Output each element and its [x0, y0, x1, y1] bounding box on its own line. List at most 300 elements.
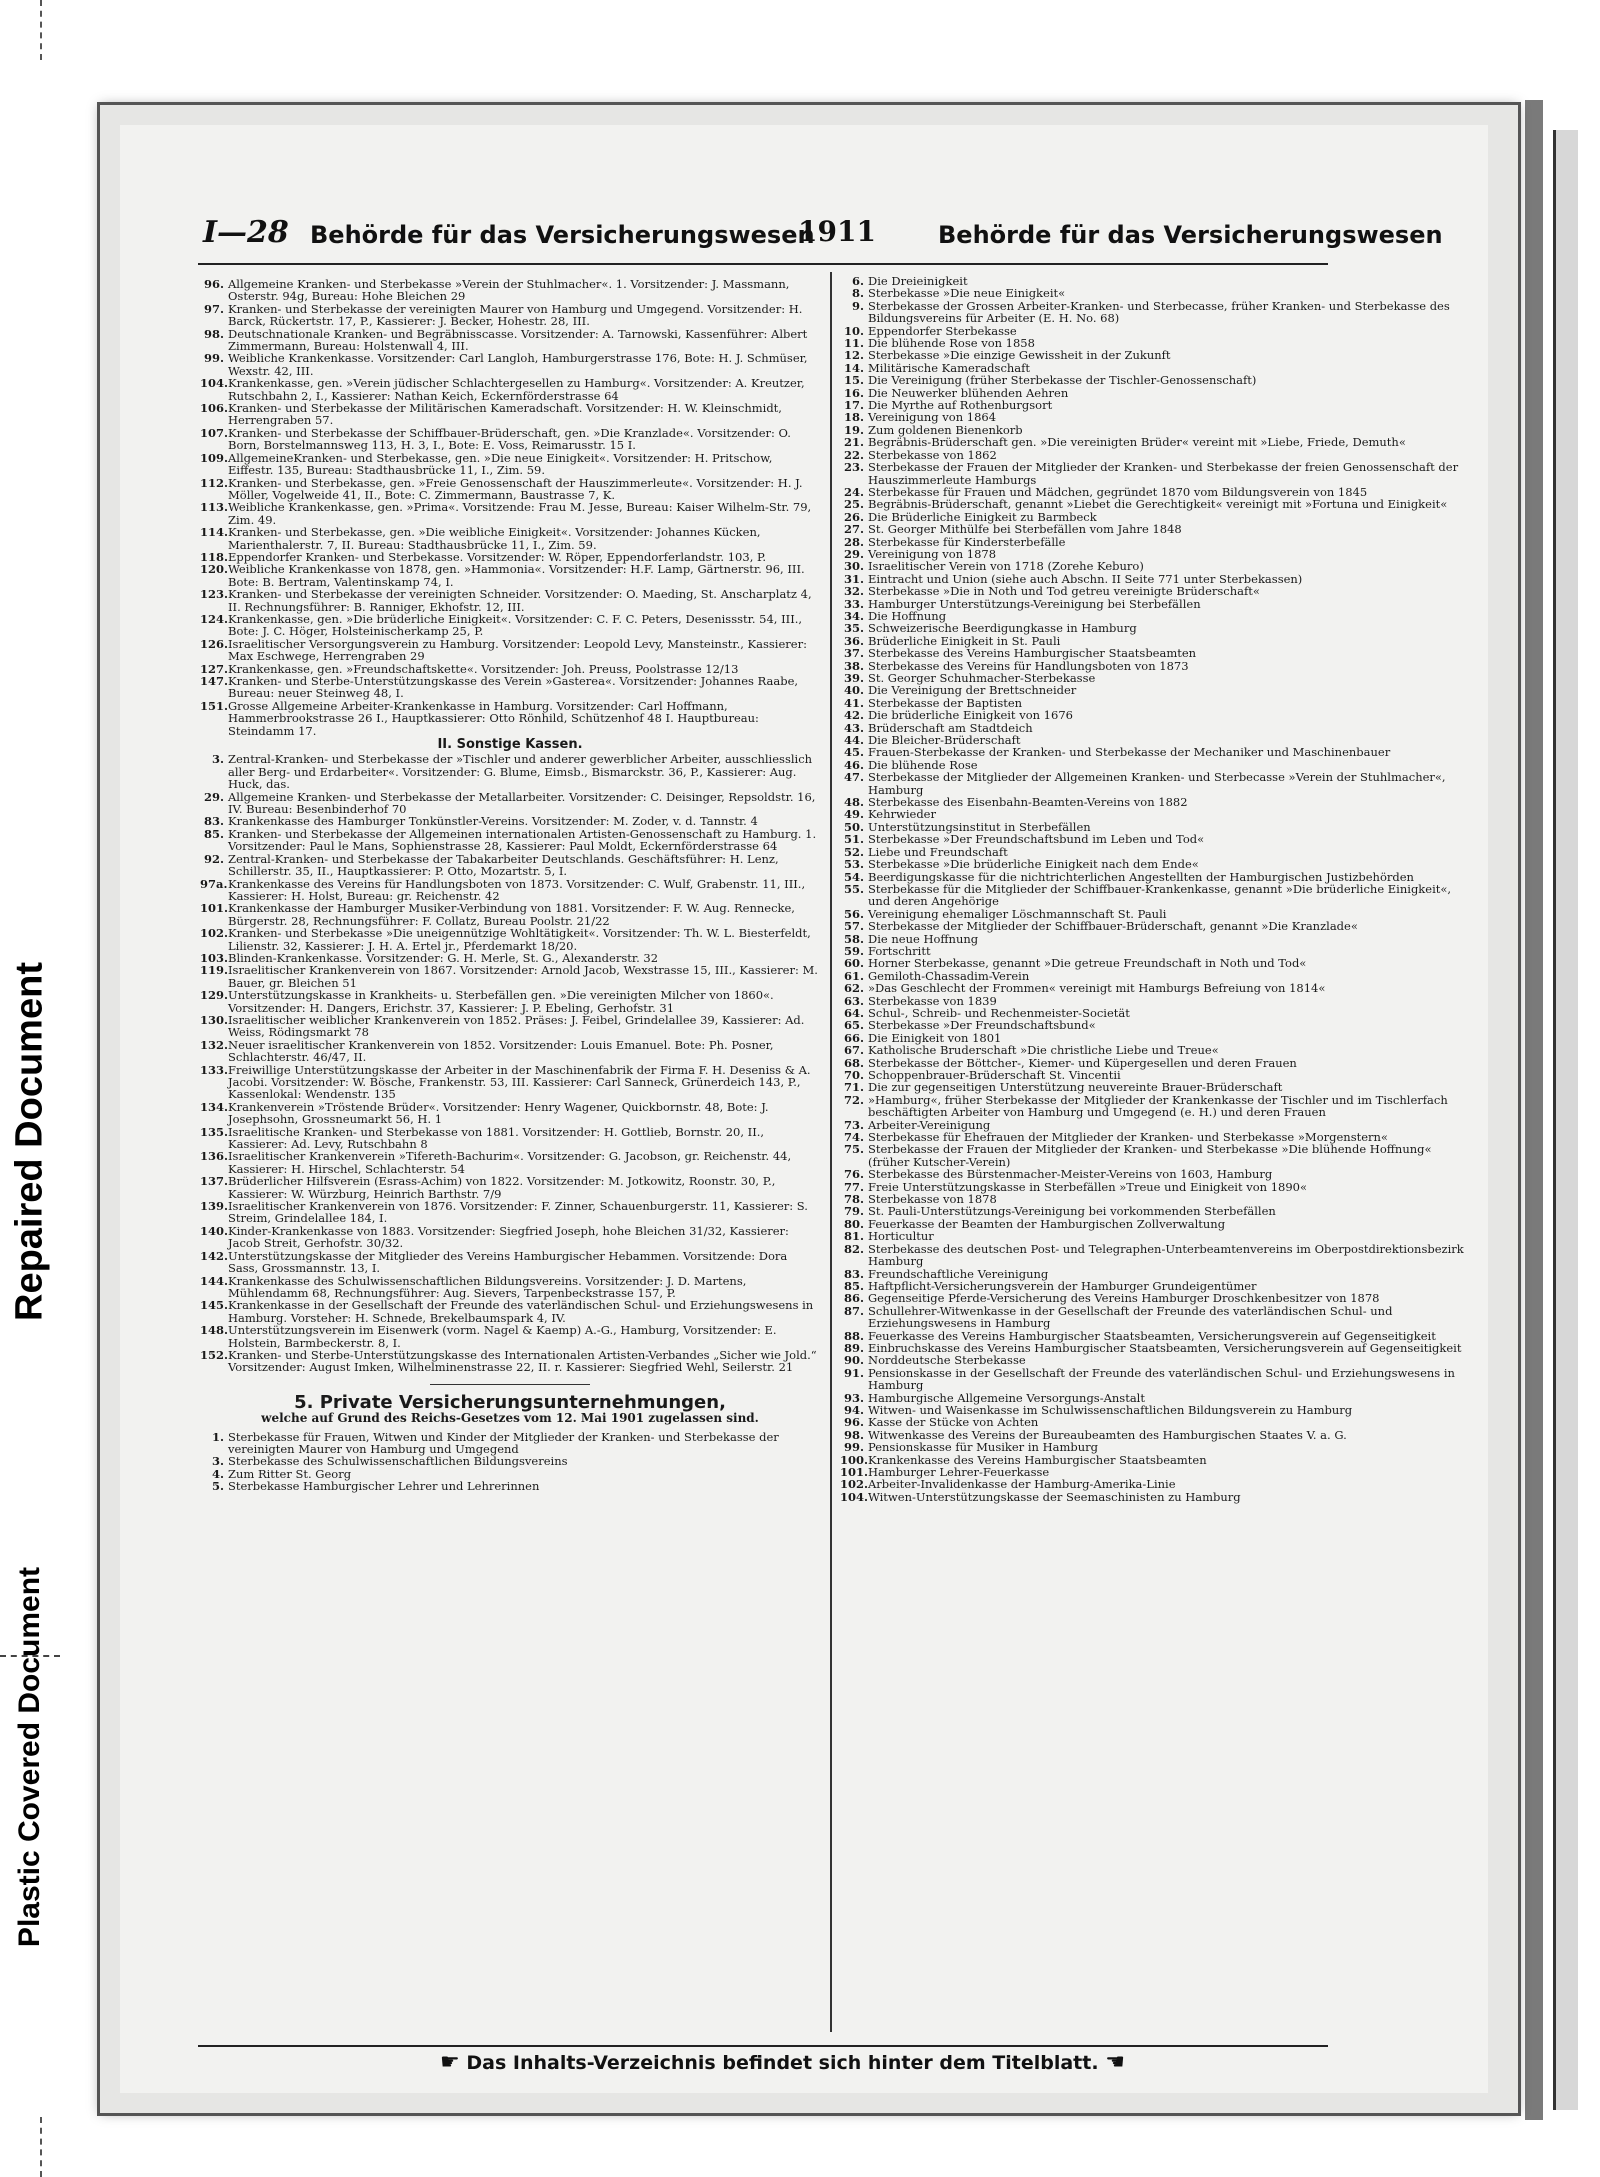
entry-text: Israelitische Kranken- und Sterbekasse von 1881. Vorsitzender: H. Gottlieb, Bornstr. 20, II., Kassierer: Ad. Levy, Rutschbahn 8: [228, 1124, 765, 1152]
entry-number: 107.: [200, 425, 229, 440]
entry-number: 91.: [843, 1365, 864, 1380]
entry-text: Kranken- und Sterbekasse der Militärischen Kameradschaft. Vorsitzender: H. W. Kleinschmidt, Herrengraben 57.: [228, 401, 782, 428]
entry-text: Sterbekasse des Vereins Hamburgischer Staatsbeamten: [868, 646, 1197, 661]
entry-text: Weibliche Krankenkasse, gen. »Prima«. Vorsitzende: Frau M. Jesse, Bureau: Kaiser Wilhelm-Str. 79, Zim. 49.: [228, 500, 812, 527]
list-item: [200, 1175, 820, 1200]
entry-number: 89.: [843, 1340, 864, 1355]
entry-number: 93.: [843, 1390, 864, 1405]
entry-text: Sterbekasse des Bürstenmacher-Meister-Vereins von 1603, Hamburg: [868, 1167, 1273, 1182]
entry-number: 85.: [843, 1278, 864, 1293]
entry-number: 42.: [843, 708, 864, 723]
entry-text: Unterstützungskasse in Krankheits- u. Sterbefällen gen. »Die vereinigten Milcher von 1860«. Vorsitzender: H. Dangers, Erichstr. 37, Kassierer: J. P. Ebeling, Gerhofstr. 31: [228, 988, 774, 1015]
entry-text: Gegenseitige Pferde-Versicherung des Vereins Hamburger Droschkenbesitzer von 1878: [868, 1291, 1380, 1306]
entry-number: 80.: [843, 1216, 864, 1231]
entry-text: Sterbekasse der Grossen Arbeiter-Kranken- und Sterbecasse, früher Kranken- und Sterbekasse des Bildungsvereins für Arbeiter (E. H. No. 68): [868, 298, 1450, 326]
entry-number: 37.: [843, 646, 864, 661]
entry-number: 87.: [843, 1303, 864, 1318]
entry-text: Krankenkasse, gen. »Die brüderliche Einigkeit«. Vorsitzender: C. F. C. Peters, Desenissstr. 54, III., Bote: J. C. Höger, Holsteinischerkamp 25, P.: [228, 611, 803, 639]
entry-text: Horner Sterbekasse, genannt »Die getreue Freundschaft in Noth und Tod«: [868, 956, 1307, 971]
page-number: I—28: [203, 215, 289, 250]
entry-text: Israelitischer Krankenverein »Tifereth-Bachurim«. Vorsitzender: G. Jacobson, gr. Reichenstr. 44, Kassierer: H. Hirschel, Schlachterstr. 54: [228, 1149, 792, 1176]
entry-number: 11.: [843, 336, 864, 351]
list-item: [200, 791, 820, 816]
column-divider: [830, 272, 832, 2032]
entry-text: Sterbekasse von 1862: [868, 447, 997, 462]
next-page-edge: [1553, 130, 1578, 2110]
entry-text: Schul-, Schreib- und Rechenmeister-Societät: [868, 1005, 1130, 1020]
entry-text: Witwen-Unterstützungskasse der Seemaschinisten zu Hamburg: [868, 1489, 1241, 1504]
entry-text: Sterbekasse der Frauen der Mitglieder der Kranken- und Sterbekasse der freien Genossenschaft der Hauszimmerleute Hamburgs: [868, 460, 1459, 487]
header-title-left: Behörde für das Versicherungswesen: [310, 221, 815, 249]
footer-note: [440, 2050, 1240, 2075]
entry-text: Beerdigungskasse für die nichtrichterlichen Angestellten der Hamburgischen Justizbehörden: [868, 869, 1414, 884]
entry-text: Israelitischer Versorgungsverein zu Hamburg. Vorsitzender: Leopold Levy, Mansteinstr., Kassierer: Max Eschwege, Herrengraben 29: [228, 636, 807, 664]
list-item: [200, 303, 820, 328]
list-item: [200, 427, 820, 452]
entry-text: Brüderliche Einigkeit in St. Pauli: [868, 633, 1061, 648]
header-year: 1911: [798, 215, 876, 248]
entry-number: 94.: [843, 1402, 864, 1417]
entry-text: Kehrwieder: [868, 807, 936, 822]
entry-number: 82.: [843, 1241, 864, 1256]
entry-number: 90.: [843, 1353, 864, 1368]
list-item: [200, 1101, 820, 1126]
list-item: [200, 853, 820, 878]
entry-number: 142.: [200, 1248, 229, 1263]
entry-number: 74.: [843, 1130, 864, 1145]
entry-text: St. Georger Schuhmacher-Sterbekasse: [868, 671, 1096, 685]
entry-number: 41.: [843, 695, 864, 710]
list-item: [200, 675, 820, 700]
entry-text: Krankenkasse, gen. »Freundschaftskette«. Vorsitzender: Joh. Preuss, Poolstrasse 12/13: [228, 661, 739, 676]
list-item: [200, 1299, 820, 1324]
entry-number: 63.: [843, 993, 864, 1008]
entry-text: Sterbekasse der Mitglieder der Schiffbauer-Brüderschaft, genannt »Die Kranzlade«: [868, 919, 1358, 934]
entry-number: 152.: [200, 1347, 229, 1362]
list-item: [200, 902, 820, 927]
entry-number: 65.: [843, 1018, 864, 1033]
entry-number: 27.: [843, 522, 864, 537]
entry-text: Die Vereinigung (früher Sterbekasse der Tischler-Genossenschaft): [868, 373, 1257, 388]
entry-text: Kranken- und Sterbekasse, gen. »Die weibliche Einigkeit«. Vorsitzender: Johannes Kücken, Marienthalerstr. 7, II. Bureau: Stadthausbrücke 11, I., Zim. 59.: [228, 525, 761, 552]
list-item: [840, 1243, 1470, 1268]
entry-number: 98.: [203, 326, 224, 341]
entry-text: Schoppenbrauer-Brüderschaft St. Vincentii: [868, 1068, 1121, 1082]
list-item: [840, 1491, 1470, 1503]
entry-text: Katholische Bruderschaft »Die christliche Liebe und Treue«: [868, 1043, 1219, 1058]
pointing-hand-left-icon: ☚: [1105, 2050, 1125, 2075]
entry-text: Schweizerische Beerdigungkasse in Hamburg: [868, 621, 1137, 636]
entry-number: 137.: [200, 1174, 229, 1189]
entry-number: 79.: [843, 1204, 864, 1219]
entry-number: 22.: [843, 447, 864, 462]
entry-number: 96.: [843, 1415, 864, 1430]
entry-text: Sterbekasse des deutschen Post- und Telegraphen-Unterbeamtenvereins im Oberpostdirektionsbezirk Hamburg: [868, 1241, 1464, 1269]
entry-number: 5.: [211, 1479, 224, 1494]
entry-number: 39.: [843, 671, 864, 685]
entry-number: 147.: [200, 674, 229, 688]
list-item: [200, 753, 820, 790]
entry-number: 129.: [200, 988, 229, 1003]
entry-number: 3.: [211, 752, 224, 767]
entry-text: Kinder-Krankenkasse von 1883. Vorsitzender: Siegfried Joseph, hohe Bleichen 31/32, Kassierer: Jacob Streit, Gerhofstr. 30/32.: [228, 1223, 789, 1251]
entry-number: 114.: [200, 525, 229, 540]
entry-text: Unterstützungsinstitut in Sterbefällen: [868, 819, 1091, 834]
scan-edge-mark: [40, 0, 42, 60]
entry-number: 62.: [843, 981, 864, 996]
list-item: [200, 964, 820, 989]
entry-number: 53.: [843, 857, 864, 872]
plastic-covered-label: Plastic Covered Document: [13, 1566, 46, 1948]
entry-number: 100.: [840, 1452, 869, 1467]
entry-number: 29.: [843, 546, 864, 561]
entry-number: 8.: [851, 286, 864, 301]
entry-number: 145.: [200, 1298, 229, 1313]
entry-text: Unterstützungskasse der Mitglieder des Vereins Hamburgischer Hebammen. Vorsitzende: Dora Sass, Grossmannstr. 13, I.: [228, 1248, 788, 1276]
list-item: [200, 1064, 820, 1101]
entry-text: Weibliche Krankenkasse von 1878, gen. »Hammonia«. Vorsitzender: H.F. Lamp, Gärtnerstr. 96, III. Bote: B. Bertram, Valentinskamp 74, I.: [228, 562, 805, 589]
list-item: [200, 927, 820, 952]
entry-text: Sterbekasse »Die in Noth und Tod getreu vereinigte Brüderschaft«: [868, 584, 1260, 599]
entry-text: Unterstützungsverein im Eisenwerk (vorm. Nagel & Kaemp) A.-G., Hamburg, Vorsitzender: E. Holstein, Barmbeckerstr. 8, I.: [228, 1323, 777, 1350]
entry-number: 52.: [843, 844, 864, 859]
entry-number: 9.: [851, 298, 864, 313]
footer-text: Das Inhalts-Verzeichnis befindet sich hinter dem Titelblatt.: [466, 2052, 1099, 2074]
entry-number: 48.: [843, 795, 864, 810]
entry-text: Krankenkasse des Hamburger Tonkünstler-Vereins. Vorsitzender: M. Zoder, v. d. Tannstr. 4: [228, 814, 758, 829]
page-header: [198, 215, 1443, 255]
list-item: [200, 989, 820, 1014]
entry-number: 72.: [843, 1092, 864, 1107]
entry-text: Eppendorfer Sterbekasse: [868, 323, 1017, 338]
entry-text: Die Neuwerker blühenden Aehren: [868, 385, 1069, 400]
entry-text: Sterbekasse der Frauen der Mitglieder der Kranken- und Sterbekasse »Die blühende Hoffnung« (früher Kutscher-Verein): [868, 1142, 1432, 1169]
list-item: [200, 1014, 820, 1039]
entry-text: Brüderlicher Hilfsverein (Esrass-Achim) von 1822. Vorsitzender: M. Jotkowitz, Roonstr. 30, P., Kassierer: W. Würzburg, Heinrich Barthstr. 7/9: [228, 1174, 776, 1201]
list-item: [200, 328, 820, 353]
list-item: [840, 1094, 1470, 1119]
entry-text: Sterbekasse des Schulwissenschaftlichen Bildungsvereins: [228, 1454, 568, 1469]
entry-text: Sterbekasse für Frauen, Witwen und Kinder der Mitglieder der Kranken- und Sterbekasse der vereinigten Maurer von Hamburg und Umgegend: [228, 1429, 779, 1456]
entry-number: 139.: [200, 1199, 229, 1214]
entry-list-section-1: [200, 278, 820, 737]
entry-number: 3.: [211, 1454, 224, 1469]
entry-text: Sterbekasse »Die einzige Gewissheit in der Zukunft: [868, 348, 1171, 363]
entry-number: 36.: [843, 633, 864, 648]
entry-number: 135.: [200, 1124, 229, 1139]
entry-text: Weibliche Krankenkasse. Vorsitzender: Carl Langloh, Hamburgerstrasse 176, Bote: H. J. Schmüser, Wexstr. 42, III.: [228, 351, 808, 378]
entry-number: 75.: [843, 1142, 864, 1157]
entry-number: 29.: [203, 789, 224, 804]
entry-number: 85.: [203, 826, 224, 841]
entry-text: Neuer israelitischer Krankenverein von 1852. Vorsitzender: Louis Emanuel. Bote: Ph. Posner, Schlachterstr. 46/47, II.: [228, 1037, 774, 1065]
entry-text: Israelitischer Krankenverein von 1876. Vorsitzender: F. Zinner, Schauenburgerstr. 11, Kassierer: S. Streim, Grindelallee 184, I.: [228, 1199, 808, 1226]
entry-number: 104.: [840, 1489, 869, 1504]
entry-text: Fortschritt: [868, 943, 931, 958]
entry-number: 23.: [843, 460, 864, 475]
entry-number: 68.: [843, 1055, 864, 1070]
entry-text: Witwenkasse des Vereins der Bureaubeamten des Hamburgischen Staates V. a. G.: [868, 1427, 1347, 1442]
list-item: [200, 526, 820, 551]
entry-number: 78.: [843, 1192, 864, 1207]
entry-list-section-5-cont: [840, 275, 1470, 1503]
entry-number: 18.: [843, 410, 864, 425]
entry-text: Zum goldenen Bienenkorb: [868, 422, 1023, 437]
entry-number: 98.: [843, 1427, 864, 1442]
entry-number: 64.: [843, 1005, 864, 1020]
entry-number: 83.: [843, 1266, 864, 1281]
entry-text: Sterbekasse »Die brüderliche Einigkeit nach dem Ende«: [868, 857, 1199, 872]
entry-text: Militärische Kameradschaft: [868, 360, 1031, 375]
entry-number: 12.: [843, 348, 864, 363]
entry-number: 86.: [843, 1291, 864, 1306]
entry-text: St. Georger Mithülfe bei Sterbefällen vom Jahre 1848: [868, 522, 1182, 537]
entry-text: Sterbekasse für Ehefrauen der Mitglieder der Kranken- und Sterbekasse »Morgenstern«: [868, 1130, 1388, 1145]
list-item: [200, 1250, 820, 1275]
entry-number: 43.: [843, 720, 864, 735]
entry-text: »Hamburg«, früher Sterbekasse der Mitglieder der Krankenkasse der Tischler und im Tischlerfach beschäftigten Arbeiter von Hamburg und Umgegend (e. H.) und deren Frauen: [868, 1092, 1448, 1120]
entry-text: Frauen-Sterbekasse der Kranken- und Sterbekasse der Mechaniker und Maschinenbauer: [868, 745, 1391, 760]
entry-number: 77.: [843, 1179, 864, 1194]
entry-number: 102.: [840, 1477, 869, 1492]
entry-text: AllgemeineKranken- und Sterbekasse, gen. »Die neue Einigkeit«. Vorsitzender: H. Pritschow, Eiffestr. 135, Bureau: Stadthausbrücke 11, I., Zim. 59.: [228, 450, 773, 478]
entry-text: Pensionskasse für Musiker in Hamburg: [868, 1440, 1098, 1455]
entry-number: 17.: [843, 398, 864, 413]
list-item: [840, 1305, 1470, 1330]
entry-text: Zentral-Kranken- und Sterbekasse der Tabakarbeiter Deutschlands. Geschäftsführer: H. Lenz, Schillerstr. 35, II., Hauptkassierer: P. Otto, Mozartstr. 5, I.: [228, 851, 779, 879]
list-item: [840, 1143, 1470, 1168]
entry-number: 73.: [843, 1117, 864, 1132]
entry-number: 66.: [843, 1030, 864, 1045]
entry-text: Zum Ritter St. Georg: [228, 1466, 352, 1481]
entry-text: Freundschaftliche Vereinigung: [868, 1266, 1049, 1281]
scan-edge-mark: [40, 2117, 42, 2177]
entry-text: Horticultur: [868, 1229, 934, 1244]
list-item: [200, 1480, 820, 1492]
entry-text: Grosse Allgemeine Arbeiter-Krankenkasse in Hamburg. Vorsitzender: Carl Hoffmann, Hammerbrookstrasse 26 I., Hauptkassierer: Otto Rönhild, Schützenhof 48 I. Hauptbureau: Steindamm 17.: [228, 698, 759, 738]
entry-text: Sterbekasse des Vereins für Handlungsboten von 1873: [868, 658, 1189, 673]
entry-number: 103.: [200, 950, 229, 965]
entry-text: Hamburger Lehrer-Feuerkasse: [868, 1465, 1050, 1479]
entry-number: 132.: [200, 1037, 229, 1052]
entry-number: 24.: [843, 484, 864, 499]
entry-text: Sterbekasse »Der Freundschaftsbund im Leben und Tod«: [868, 832, 1205, 847]
entry-number: 45.: [843, 745, 864, 760]
entry-number: 55.: [843, 881, 864, 896]
entry-number: 97.: [203, 301, 224, 316]
entry-number: 104.: [200, 376, 229, 391]
list-item: [200, 352, 820, 377]
list-item: [200, 1324, 820, 1349]
entry-text: Arbeiter-Invalidenkasse der Hamburg-Amerika-Linie: [868, 1477, 1176, 1492]
entry-number: 127.: [200, 661, 229, 676]
entry-text: Israelitischer Verein von 1718 (Zorehe Keburo): [868, 559, 1144, 574]
entry-text: Krankenkasse, gen. »Verein jüdischer Schlachtergesellen zu Hamburg«. Vorsitzender: A. Kreutzer, Rutschbahn 2, I., Kassierer: Nathan Keich, Eckernförderstrasse 64: [228, 376, 805, 403]
list-item: [840, 300, 1470, 325]
entry-text: Brüderschaft am Stadtdeich: [868, 720, 1033, 735]
side-labels: [0, 820, 60, 1980]
entry-text: Kranken- und Sterbekasse der Allgemeinen internationalen Artisten-Genossenschaft zu Hamburg. 1. Vorsitzender: Paul le Mans, Sophienstrasse 28, Kassierer: Paul Moldt, Eckernförderstrasse 64: [228, 826, 817, 854]
entry-text: Deutschnationale Kranken- und Begräbnisscasse. Vorsitzender: A. Tarnowski, Kassenführer: Albert Zimmermann, Bureau: Holstenwall 4, III.: [228, 326, 808, 354]
header-title-right: Behörde für das Versicherungswesen: [938, 221, 1443, 249]
section-2-heading: II. Sonstige Kassen.: [437, 737, 583, 753]
entry-number: 56.: [843, 906, 864, 921]
list-item: [840, 1218, 1470, 1230]
entry-number: 126.: [200, 636, 229, 651]
list-item: [840, 461, 1470, 486]
page-edge-shadow: [1525, 100, 1543, 2120]
entry-text: Begräbnis-Brüderschaft, genannt »Liebet die Gerechtigkeit« vereinigt mit »Fortuna und Einigkeit«: [868, 497, 1448, 512]
entry-number: 99.: [203, 351, 224, 366]
entry-text: Sterbekasse für Kindersterbefälle: [868, 534, 1066, 549]
entry-number: 102.: [200, 926, 229, 941]
repaired-document-label: Repaired Document: [8, 962, 51, 1321]
entry-number: 28.: [843, 534, 864, 549]
entry-number: 148.: [200, 1323, 229, 1338]
list-item: [200, 588, 820, 613]
entry-number: 124.: [200, 611, 229, 626]
entry-number: 34.: [843, 608, 864, 623]
entry-number: 83.: [203, 814, 224, 829]
entry-number: 26.: [843, 509, 864, 524]
entry-text: Feuerkasse der Beamten der Hamburgischen Zollverwaltung: [868, 1216, 1226, 1231]
entry-text: Krankenkasse des Vereins Hamburgischer Staatsbeamten: [868, 1452, 1207, 1467]
list-item: [200, 563, 820, 588]
left-column: [200, 278, 820, 1493]
entry-text: Kranken- und Sterbekasse der Schiffbauer-Brüderschaft, gen. »Die Kranzlade«. Vorsitzender: O. Born, Borstelmannsweg 113, H. 3, I., Bote: E. Voss, Reimarusstr. 15 I.: [228, 425, 791, 453]
entry-text: Krankenverein »Tröstende Brüder«. Vorsitzender: Henry Wagener, Quickbornstr. 48, Bote: J. Josephsohn, Grossneumarkt 56, H. 1: [228, 1099, 769, 1127]
entry-number: 151.: [200, 698, 229, 713]
entry-number: 54.: [843, 869, 864, 884]
entry-number: 50.: [843, 819, 864, 834]
entry-text: Sterbekasse von 1839: [868, 993, 997, 1008]
entry-text: Allgemeine Kranken- und Sterbekasse der Metallarbeiter. Vorsitzender: C. Deisinger, Repsoldstr. 16, IV. Bureau: Besenbinderhof 70: [228, 789, 816, 817]
entry-text: Sterbekasse »Der Freundschaftsbund«: [868, 1018, 1096, 1033]
entry-text: Die brüderliche Einigkeit von 1676: [868, 708, 1073, 723]
entry-text: Kranken- und Sterbe-Unterstützungskasse des Verein »Gasterea«. Vorsitzender: Johannes Raabe, Bureau: neuer Steinweg 48, I.: [228, 674, 799, 701]
entry-text: Zentral-Kranken- und Sterbekasse der »Tischler und anderer gewerblicher Arbeiter, ausschliesslich aller Berg- und Erdarbeiter«. Vorsitzender: G. Blume, Eimsb., Bismarckstr. 36, P., Kassierer: Aug. Huck, das.: [228, 752, 813, 792]
list-item: [200, 1431, 820, 1456]
entry-number: 118.: [200, 549, 229, 564]
entry-text: Krankenkasse des Vereins für Handlungsboten von 1873. Vorsitzender: C. Wulf, Grabenstr. 11, III., Kassierer: H. Holst, Bureau: gr. Reichenstr. 42: [228, 876, 806, 903]
entry-text: Die Brüderliche Einigkeit zu Barmbeck: [868, 509, 1097, 524]
entry-text: Die Einigkeit von 1801: [868, 1030, 1002, 1045]
list-item: [200, 1126, 820, 1151]
entry-number: 134.: [200, 1099, 229, 1114]
entry-number: 67.: [843, 1043, 864, 1058]
entry-number: 88.: [843, 1328, 864, 1343]
list-item: [200, 638, 820, 663]
entry-text: Sterbekasse der Baptisten: [868, 695, 1023, 710]
footer-rule: [198, 2045, 1328, 2047]
entry-text: Hamburger Unterstützungs-Vereinigung bei Sterbefällen: [868, 596, 1201, 611]
entry-text: Die Hoffnung: [868, 608, 947, 623]
entry-number: 19.: [843, 422, 864, 437]
entry-number: 71.: [843, 1080, 864, 1095]
header-rule: [198, 263, 1328, 265]
entry-number: 33.: [843, 596, 864, 611]
entry-number: 144.: [200, 1273, 229, 1288]
entry-text: Kranken- und Sterbekasse »Die uneigennützige Wohltätigkeit«. Vorsitzender: Th. W. L. Biesterfeldt, Lilienstr. 32, Kassierer: J. H. A. Ertel jr., Pferdemarkt 18/20.: [228, 926, 811, 953]
section-divider: [430, 1384, 590, 1385]
entry-number: 21.: [843, 435, 864, 450]
entry-number: 6.: [851, 274, 864, 288]
list-item: [200, 613, 820, 638]
entry-number: 59.: [843, 943, 864, 958]
entry-text: Die Myrthe auf Rothenburgsort: [868, 398, 1053, 413]
entry-number: 76.: [843, 1167, 864, 1182]
pointing-hand-right-icon: ☛: [440, 2050, 460, 2075]
entry-text: Krankenkasse in der Gesellschaft der Freunde des vaterländischen Schul- und Erziehungswesens in Hamburg. Vorsteher: H. Schnede, Brekelbaumspark 4, IV.: [228, 1298, 814, 1325]
entry-number: 106.: [200, 401, 229, 416]
entry-number: 31.: [843, 571, 864, 586]
entry-text: Die Vereinigung der Brettschneider: [868, 683, 1077, 698]
right-column: [840, 275, 1470, 1503]
entry-number: 10.: [843, 323, 864, 338]
section-5-heading: 5. Private Versicherungsunternehmungen,: [294, 1391, 726, 1413]
entry-number: 16.: [843, 385, 864, 400]
entry-text: Feuerkasse des Vereins Hamburgischer Staatsbeamten, Versicherungsverein auf Gegenseitigkeit: [868, 1328, 1436, 1343]
entry-number: 46.: [843, 757, 864, 772]
entry-text: Sterbekasse Hamburgischer Lehrer und Lehrerinnen: [228, 1479, 540, 1494]
entry-list-section-2: [200, 753, 820, 1373]
entry-text: Sterbekasse von 1878: [868, 1192, 997, 1207]
entry-text: Eppendorfer Kranken- und Sterbekasse. Vorsitzender: W. Röper, Eppendorferlandstr. 103, P.: [228, 549, 767, 564]
entry-text: Die neue Hoffnung: [868, 931, 979, 946]
list-item: [200, 501, 820, 526]
entry-text: Blinden-Krankenkasse. Vorsitzender: G. H. Merle, St. G., Alexanderstr. 32: [228, 950, 659, 965]
entry-number: 38.: [843, 658, 864, 673]
entry-text: Eintracht und Union (siehe auch Abschn. II Seite 771 unter Sterbekassen): [868, 571, 1303, 586]
entry-number: 35.: [843, 621, 864, 636]
entry-text: St. Pauli-Unterstützungs-Vereinigung bei vorkommenden Sterbefällen: [868, 1204, 1276, 1219]
entry-text: Begräbnis-Brüderschaft gen. »Die vereinigten Brüder« vereint mit »Liebe, Friede, Demuth«: [868, 435, 1406, 450]
entry-text: Die zur gegenseitigen Unterstützung neuvereinte Brauer-Brüderschaft: [868, 1080, 1283, 1095]
entry-number: 30.: [843, 559, 864, 574]
entry-text: Allgemeine Kranken- und Sterbekasse »Verein der Stuhlmacher«. 1. Vorsitzender: J. Massmann, Osterstr. 94g, Bureau: Hohe Bleichen 29: [228, 277, 790, 304]
entry-text: Kranken- und Sterbe-Unterstützungskasse des Internationalen Artisten-Verbandes „Sicher wie Jold.“ Vorsitzender: August Imken, Wilhelminenstrasse 22, II. r. Kassierer: Siegfried Wehl, Seilerstr. 21: [228, 1347, 817, 1375]
entry-number: 4.: [211, 1466, 224, 1481]
list-item: [200, 1039, 820, 1064]
entry-number: 112.: [200, 475, 229, 490]
list-item: [200, 878, 820, 903]
entry-text: Krankenkasse des Schulwissenschaftlichen Bildungsvereins. Vorsitzender: J. D. Martens, Mühlendamm 68, Rechnungsführer: Aug. Sievers, Tarpenbeckstrasse 157, P.: [228, 1273, 747, 1300]
entry-text: Sterbekasse für Frauen und Mädchen, gegründet 1870 vom Bildungsverein von 1845: [868, 484, 1368, 499]
list-item: [200, 452, 820, 477]
entry-text: Sterbekasse der Böttcher-, Kiemer- und Küpergesellen und deren Frauen: [868, 1055, 1297, 1070]
entry-text: Freiwillige Unterstützungskasse der Arbeiter in der Maschinenfabrik der Firma F. H. Deseniss & A. Jacobi. Vorsitzender: W. Bösche, Frankenstr. 53, III. Kassierer: Carl Sanneck, Grünerdeich 143, P., Kassenlokal: Wendenstr. 135: [228, 1062, 811, 1102]
list-item: [200, 828, 820, 853]
entry-number: 14.: [843, 360, 864, 375]
entry-text: Gemiloth-Chassadim-Verein: [868, 968, 1030, 983]
entry-text: »Das Geschlecht der Frommen« vereinigt mit Hamburgs Befreiung von 1814«: [868, 981, 1326, 996]
list-item: [840, 933, 1470, 945]
entry-text: Israelitischer weiblicher Krankenverein von 1852. Präses: J. Feibel, Grindelallee 39, Kassierer: Ad. Weiss, Rödingsmarkt 78: [228, 1012, 805, 1040]
list-item: [200, 700, 820, 737]
list-item: [200, 1275, 820, 1300]
entry-number: 133.: [200, 1062, 229, 1077]
entry-number: 25.: [843, 497, 864, 512]
entry-number: 140.: [200, 1223, 229, 1238]
entry-text: Pensionskasse in der Gesellschaft der Freunde des vaterländischen Schul- und Erziehungswesens in Hamburg: [868, 1365, 1455, 1393]
entry-text: Kasse der Stücke von Achten: [868, 1415, 1039, 1430]
entry-text: Die Bleicher-Brüderschaft: [868, 733, 1021, 748]
entry-number: 113.: [200, 500, 229, 515]
entry-number: 15.: [843, 373, 864, 388]
entry-text: Sterbekasse »Die neue Einigkeit«: [868, 286, 1066, 301]
entry-number: 92.: [203, 851, 224, 866]
entry-text: Arbeiter-Vereinigung: [868, 1117, 991, 1132]
